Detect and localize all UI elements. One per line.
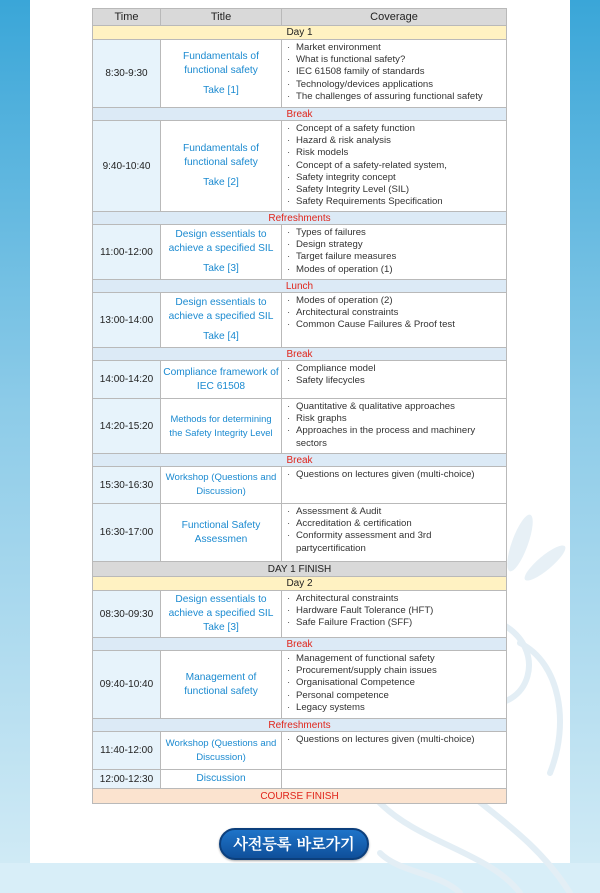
session-title: Compliance framework of IEC 61508 xyxy=(163,366,279,392)
session-title: Discussion xyxy=(196,773,246,784)
day2-label: Day 2 xyxy=(93,577,507,591)
break-label: Break xyxy=(93,454,507,467)
pre-registration-button[interactable]: 사전등록 바로가기 xyxy=(219,828,369,860)
session-coverage xyxy=(282,770,507,789)
break-row xyxy=(93,108,507,121)
session-title: Methods for determining the Safety Integrity Level xyxy=(169,413,273,438)
break-label: Lunch xyxy=(93,280,507,293)
session-time: 09:40-10:40 xyxy=(93,651,161,719)
coverage-item: · IEC 61508 family of standards xyxy=(287,66,502,78)
day1-finish-row xyxy=(93,562,507,577)
session-time: 11:40-12:00 xyxy=(93,732,161,770)
coverage-item: · Risk graphs xyxy=(287,413,502,425)
session-coverage xyxy=(282,651,507,719)
coverage-item: · Questions on lectures given (multi-choice) xyxy=(287,469,502,481)
break-row xyxy=(93,638,507,651)
session-take: Take [2] xyxy=(203,177,239,188)
coverage-item: · Common Cause Failures & Proof test xyxy=(287,319,502,331)
table-row xyxy=(93,121,507,212)
session-title: Fundamentals of functional safety xyxy=(183,50,259,76)
day1-finish-label: DAY 1 FINISH xyxy=(93,562,507,577)
course-finish-row xyxy=(93,789,507,804)
coverage-item: · Hazard & risk analysis xyxy=(287,135,502,147)
session-title: Design essentials to achieve a specified SIL xyxy=(168,594,274,619)
session-title: Workshop (Questions and Discussion) xyxy=(165,737,277,763)
coverage-item: · Target failure measures xyxy=(287,251,502,263)
day2-row xyxy=(93,577,507,591)
day1-label: Day 1 xyxy=(93,26,507,40)
session-time: 16:30-17:00 xyxy=(93,504,161,562)
session-title-cell xyxy=(161,225,282,280)
session-title-cell xyxy=(161,467,282,504)
coverage-item: · What is functional safety? xyxy=(287,54,502,66)
course-schedule-table xyxy=(92,8,507,804)
session-title-cell xyxy=(161,293,282,348)
table-row xyxy=(93,770,507,789)
session-time: 12:00-12:30 xyxy=(93,770,161,789)
session-coverage xyxy=(282,591,507,638)
coverage-item: · Architectural constraints xyxy=(287,593,502,605)
coverage-item: · Safety Requirements Specification xyxy=(287,196,502,208)
table-row xyxy=(93,651,507,719)
table-header-row xyxy=(93,9,507,26)
break-row xyxy=(93,212,507,225)
break-row xyxy=(93,719,507,732)
coverage-item: · Assessment & Audit xyxy=(287,506,502,518)
table-row xyxy=(93,225,507,280)
session-coverage xyxy=(282,361,507,399)
session-title-cell xyxy=(161,40,282,108)
coverage-item: · Architectural constraints xyxy=(287,307,502,319)
session-time: 14:20-15:20 xyxy=(93,399,161,454)
table-row xyxy=(93,399,507,454)
coverage-item: · Market environment xyxy=(287,42,502,54)
session-time: 9:40-10:40 xyxy=(93,121,161,212)
session-title: Management of functional safety xyxy=(184,671,258,697)
session-title-cell xyxy=(161,732,282,770)
coverage-item: · The challenges of assuring functional safety xyxy=(287,91,502,103)
session-take: Take [4] xyxy=(203,331,239,342)
session-time: 15:30-16:30 xyxy=(93,467,161,504)
session-coverage xyxy=(282,121,507,212)
coverage-item: · Accreditation & certification xyxy=(287,518,502,530)
coverage-item: · Procurement/supply chain issues xyxy=(287,665,502,677)
break-label: Refreshments xyxy=(93,212,507,225)
break-label: Break xyxy=(93,108,507,121)
coverage-item: · Compliance model xyxy=(287,363,502,375)
coverage-item: · Modes of operation (1) xyxy=(287,264,502,276)
coverage-item: · Personal competence xyxy=(287,690,502,702)
session-take: Take [3] xyxy=(203,622,239,633)
course-finish-label: COURSE FINISH xyxy=(93,789,507,804)
session-time: 8:30-9:30 xyxy=(93,40,161,108)
session-coverage xyxy=(282,293,507,348)
table-row xyxy=(93,591,507,638)
break-row xyxy=(93,454,507,467)
break-label: Refreshments xyxy=(93,719,507,732)
session-title-cell xyxy=(161,770,282,789)
session-title: Design essentials to achieve a specified SIL xyxy=(168,229,274,254)
session-title: Fundamentals of functional safety xyxy=(183,143,259,168)
session-title-cell xyxy=(161,591,282,638)
session-coverage xyxy=(282,225,507,280)
session-coverage xyxy=(282,399,507,454)
break-label: Break xyxy=(93,638,507,651)
coverage-item: · Quantitative & qualitative approaches xyxy=(287,401,502,413)
coverage-item: · Concept of a safety function xyxy=(287,123,502,135)
coverage-item: · Questions on lectures given (multi-choice) xyxy=(287,734,502,746)
session-take: Take [1] xyxy=(203,84,239,96)
session-time: 08:30-09:30 xyxy=(93,591,161,638)
table-row xyxy=(93,732,507,770)
session-coverage xyxy=(282,467,507,504)
header-title: Title xyxy=(161,9,282,26)
session-coverage xyxy=(282,40,507,108)
coverage-item: · Technology/devices applications xyxy=(287,79,502,91)
session-time: 13:00-14:00 xyxy=(93,293,161,348)
coverage-item: · Design strategy xyxy=(287,239,502,251)
header-coverage: Coverage xyxy=(282,9,507,26)
session-title-cell xyxy=(161,361,282,399)
session-title-cell xyxy=(161,651,282,719)
coverage-item: · Safety integrity concept xyxy=(287,172,502,184)
session-time: 14:00-14:20 xyxy=(93,361,161,399)
session-time: 11:00-12:00 xyxy=(93,225,161,280)
table-row xyxy=(93,361,507,399)
coverage-item: · Conformity assessment and 3rd partycertification xyxy=(287,530,502,554)
coverage-item: · Approaches in the process and machinery sectors xyxy=(287,425,502,449)
coverage-item: · Hardware Fault Tolerance (HFT) xyxy=(287,605,502,617)
left-decorative-band xyxy=(0,0,30,893)
header-time: Time xyxy=(93,9,161,26)
table-row xyxy=(93,467,507,504)
coverage-item: · Safety lifecycles xyxy=(287,375,502,387)
table-row xyxy=(93,40,507,108)
coverage-item: · Risk models xyxy=(287,147,502,159)
session-title: Functional Safety Assessmen xyxy=(181,519,261,545)
break-row xyxy=(93,280,507,293)
coverage-item: · Legacy systems xyxy=(287,702,502,714)
coverage-item: · Management of functional safety xyxy=(287,653,502,665)
coverage-item: · Safe Failure Fraction (SFF) xyxy=(287,617,502,629)
coverage-item: · Safety Integrity Level (SIL) xyxy=(287,184,502,196)
coverage-item: · Concept of a safety-related system, xyxy=(287,160,502,172)
session-coverage xyxy=(282,504,507,562)
table-row xyxy=(93,293,507,348)
break-row xyxy=(93,348,507,361)
session-title: Workshop (Questions and Discussion) xyxy=(165,472,277,497)
session-title-cell xyxy=(161,504,282,562)
table-row xyxy=(93,504,507,562)
session-coverage xyxy=(282,732,507,770)
coverage-item: · Types of failures xyxy=(287,227,502,239)
break-label: Break xyxy=(93,348,507,361)
session-title: Design essentials to achieve a specified SIL xyxy=(168,297,274,322)
session-title-cell xyxy=(161,121,282,212)
session-take: Take [3] xyxy=(203,263,239,274)
coverage-item: · Modes of operation (2) xyxy=(287,295,502,307)
session-title-cell xyxy=(161,399,282,454)
day1-row xyxy=(93,26,507,40)
coverage-item: · Organisational Competence xyxy=(287,677,502,689)
